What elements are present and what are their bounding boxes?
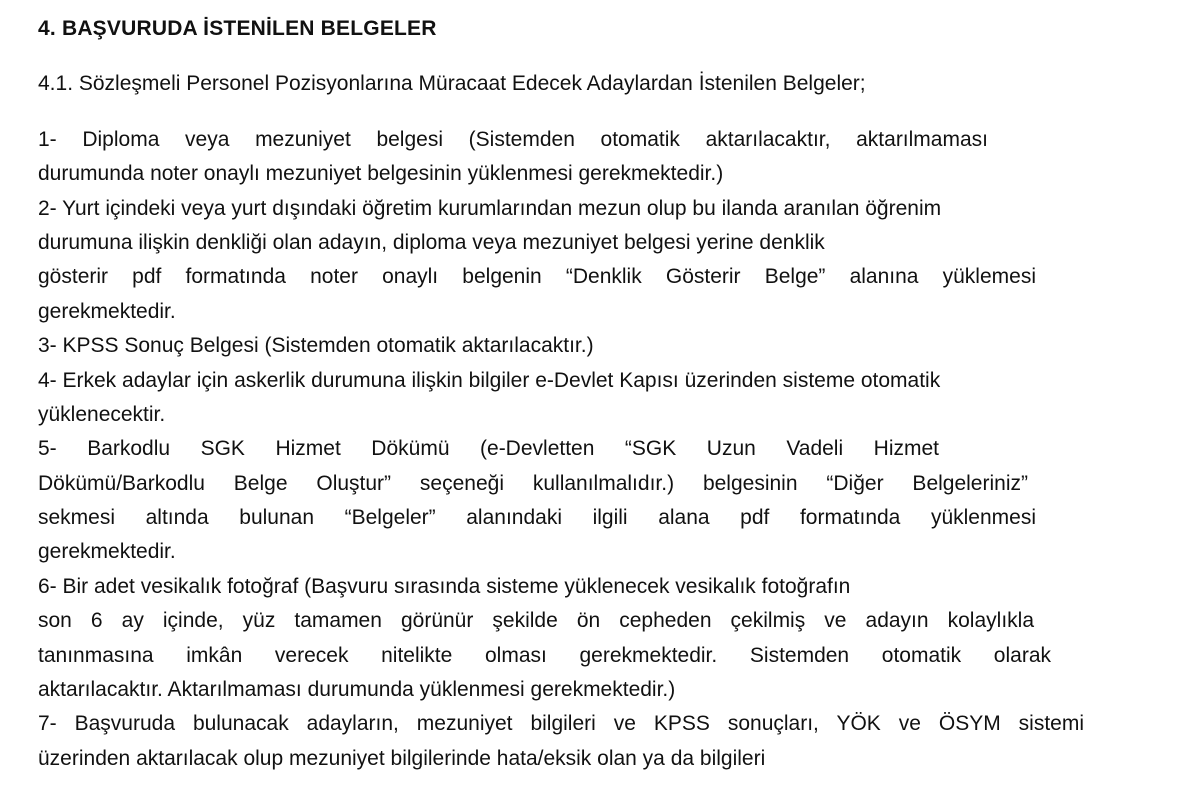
body-line: 6- Bir adet vesikalık fotoğraf (Başvuru sırasında sisteme yüklenecek vesikalık fotoğrafın — [38, 575, 851, 598]
section-heading: 4. BAŞVURUDA İSTENİLEN BELGELER — [38, 17, 437, 40]
body-line: tanınmasına imkân verecek nitelikte olması gerekmektedir. Sistemden otomatik olarak — [38, 644, 1051, 667]
body-line: sekmesi altında bulunan “Belgeler” alanındaki ilgili alana pdf formatında yüklenmesi — [38, 506, 1036, 529]
body-line: 3- KPSS Sonuç Belgesi (Sistemden otomatik aktarılacaktır.) — [38, 334, 594, 357]
body-line: Dökümü/Barkodlu Belge Oluştur” seçeneği kullanılmalıdır.) belgesinin “Diğer Belgeleriniz” — [38, 472, 1028, 495]
body-line: 2- Yurt içindeki veya yurt dışındaki öğretim kurumlarından mezun olup bu ilanda aranılan öğrenim — [38, 197, 942, 220]
body-line: 7- Başvuruda bulunacak adayların, mezuniyet bilgileri ve KPSS sonuçları, YÖK ve ÖSYM sistemi — [38, 712, 1084, 735]
body-line: gerekmektedir. — [38, 300, 176, 323]
body-line: durumuna ilişkin denkliği olan adayın, diploma veya mezuniyet belgesi yerine denklik — [38, 231, 825, 254]
body-line: gösterir pdf formatında noter onaylı belgenin “Denklik Gösterir Belge” alanına yüklemesi — [38, 265, 1036, 288]
body-line: 5- Barkodlu SGK Hizmet Dökümü (e-Devletten “SGK Uzun Vadeli Hizmet — [38, 437, 939, 460]
body-line: gerekmektedir. — [38, 540, 176, 563]
subsection-heading: 4.1. Sözleşmeli Personel Pozisyonlarına Müracaat Edecek Adaylardan İstenilen Belgeler; — [38, 72, 866, 95]
body-line: aktarılacaktır. Aktarılmaması durumunda yüklenmesi gerekmektedir.) — [38, 678, 676, 701]
body-line: üzerinden aktarılacak olup mezuniyet bilgilerinde hata/eksik olan ya da bilgileri — [38, 747, 766, 770]
body-line: durumunda noter onaylı mezuniyet belgesinin yüklenmesi gerekmektedir.) — [38, 162, 724, 185]
body-line: 1- Diploma veya mezuniyet belgesi (Sistemden otomatik aktarılacaktır, aktarılmaması — [38, 128, 988, 151]
body-line: yüklenecektir. — [38, 403, 166, 426]
body-line: 4- Erkek adaylar için askerlik durumuna ilişkin bilgiler e-Devlet Kapısı üzerinden sisteme otomatik — [38, 369, 941, 392]
body-line: son 6 ay içinde, yüz tamamen görünür şekilde ön cepheden çekilmiş ve adayın kolaylıkla — [38, 609, 1034, 632]
